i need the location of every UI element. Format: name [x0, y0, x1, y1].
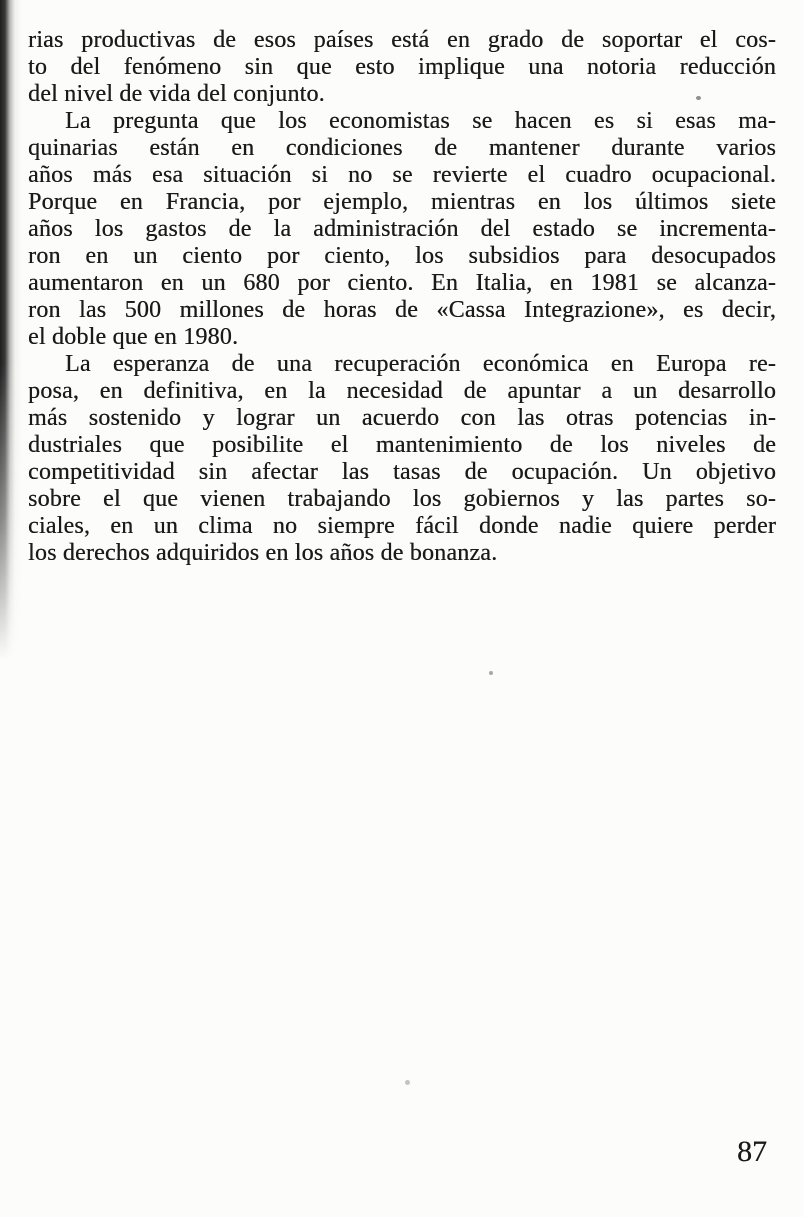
text-line: el doble que en 1980.: [28, 324, 239, 350]
text-line: ron las 500 millones de horas de «Cassa Integrazione», es decir,: [28, 297, 776, 323]
text-line: más sostenido y lograr un acuerdo con las otras potencias in-: [28, 405, 776, 431]
body-text: [28, 27, 776, 567]
text-line: La esperanza de una recuperación económica en Europa re-: [65, 351, 776, 377]
text-line: aumentaron en un 680 por ciento. En Italia, en 1981 se alcanza-: [28, 270, 776, 296]
text-line: to del fenómeno sin que esto implique una notoria reducción: [28, 54, 776, 80]
text-line: años los gastos de la administración del estado se incrementa-: [28, 216, 776, 242]
paragraph: [28, 108, 776, 351]
scan-gutter-shadow: [0, 0, 22, 660]
paragraph: [28, 27, 776, 108]
text-line: La pregunta que los economistas se hacen es si esas ma-: [65, 108, 776, 134]
page-number: 87: [737, 1135, 767, 1168]
text-line: ron en un ciento por ciento, los subsidios para desocupados: [28, 243, 776, 269]
text-line: sobre el que vienen trabajando los gobiernos y las partes so-: [28, 486, 776, 512]
text-line: posa, en definitiva, en la necesidad de apuntar a un desarrollo: [28, 378, 776, 404]
scan-speck: [405, 1080, 410, 1085]
text-line: dustriales que posibilite el mantenimiento de los niveles de: [28, 432, 776, 458]
text-line: rias productivas de esos países está en grado de soportar el cos-: [28, 27, 776, 53]
paragraph: [28, 351, 776, 567]
text-line: del nivel de vida del conjunto.: [28, 81, 325, 107]
text-line: Porque en Francia, por ejemplo, mientras en los últimos siete: [28, 189, 776, 215]
text-line: quinarias están en condiciones de mantener durante varios: [28, 135, 776, 161]
text-line: ciales, en un clima no siempre fácil donde nadie quiere perder: [28, 513, 776, 539]
text-line: competitividad sin afectar las tasas de ocupación. Un objetivo: [28, 459, 776, 485]
text-line: los derechos adquiridos en los años de bonanza.: [28, 540, 498, 566]
scan-speck: [489, 671, 493, 675]
text-line: años más esa situación si no se revierte el cuadro ocupacional.: [28, 162, 776, 188]
